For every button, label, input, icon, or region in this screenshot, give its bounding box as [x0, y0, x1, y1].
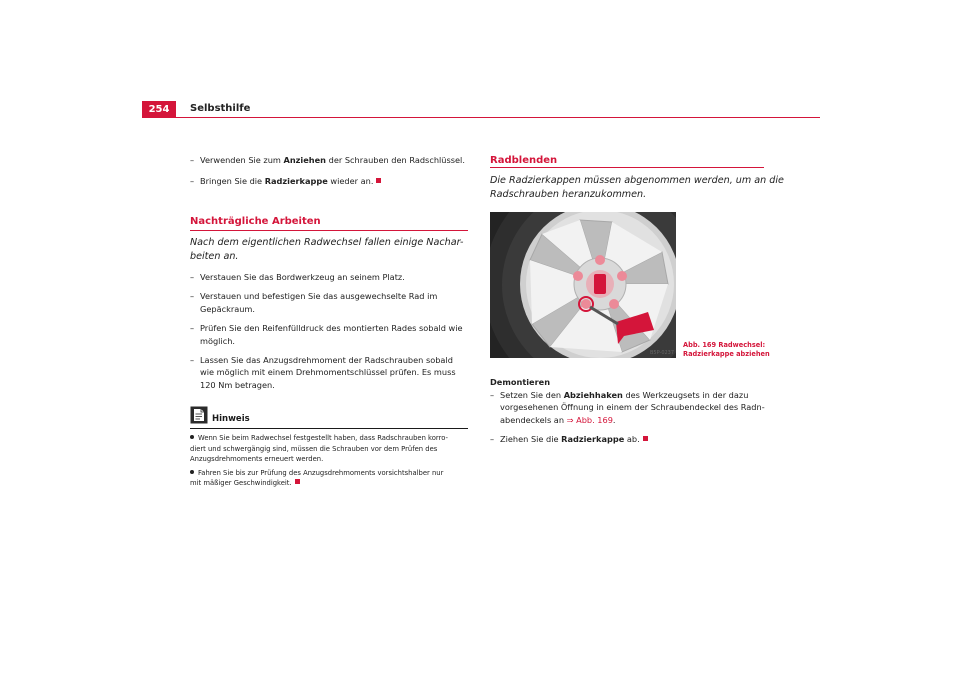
list-item: – Bringen Sie die Radzierkappe wieder an.	[190, 175, 480, 187]
note-box	[190, 406, 480, 489]
figure-code: B5P-0237	[650, 350, 675, 356]
note-bullet: Wenn Sie beim Radwechsel festgestellt haben, dass Radschrauben korro- diert und schwergängig sind, müssen die Schrauben vor dem Prüfen des Anzugsdrehmoments erneuert werden.	[190, 434, 448, 464]
subheading-demontieren: Demontieren	[490, 377, 551, 387]
section-heading: Nachträgliche Arbeiten	[190, 216, 321, 227]
right-list	[490, 389, 790, 446]
list-item: – Ziehen Sie die Radzierkappe ab.	[490, 433, 790, 445]
list-item: – Verwenden Sie zum Anziehen der Schrauben den Radschlüssel.	[190, 155, 465, 165]
figure-caption: Abb. 169 Radwechsel: Radzierkappe abziehen	[683, 341, 770, 358]
list-item: – Lassen Sie das Anzugsdrehmoment der Radschrauben sobald wie möglich mit einem Drehmomentschlüssel prüfen. Es muss 120 Nm betragen.	[190, 355, 456, 390]
list-item: – Setzen Sie den Abziehhaken des Werkzeugsets in der dazu vorgesehenen Öffnung in einem der Schraubendeckel des Radn- abendeckels an ⇒ Abb. 169.	[490, 390, 765, 425]
section-intro: Die Radzierkappen müssen abgenommen werden, um an die Radschrauben heranzukommen.	[490, 175, 784, 200]
section-end-marker	[295, 479, 300, 484]
note-icon	[190, 406, 208, 424]
header-rule	[142, 117, 820, 118]
list-item: – Verstauen und befestigen Sie das ausgewechselte Rad im Gepäckraum.	[190, 291, 438, 314]
left-list	[190, 271, 480, 391]
running-header-title: Selbsthilfe	[190, 103, 251, 114]
note-bullet: Fahren Sie bis zur Prüfung des Anzugsdrehmoments vorsichtshalber nur mit mäßiger Geschwindigkeit.	[190, 468, 444, 488]
note-rule	[190, 428, 468, 429]
figure-wheel-cover	[490, 212, 676, 358]
section-heading: Radblenden	[490, 155, 558, 166]
section-end-marker	[376, 178, 381, 183]
section-intro: Nach dem eigentlichen Radwechsel fallen einige Nachar- beiten an.	[190, 237, 464, 262]
section-rule	[490, 167, 764, 168]
page-number: 254	[142, 101, 176, 118]
left-top-list	[190, 154, 480, 188]
wheel-illustration	[490, 212, 676, 358]
figure-reference-link[interactable]: ⇒ Abb. 169	[566, 414, 613, 425]
section-rule	[190, 230, 468, 231]
note-title: Hinweis	[212, 414, 250, 424]
list-item: – Prüfen Sie den Reifenfülldruck des montierten Rades sobald wie möglich.	[190, 323, 463, 346]
list-item: – Verstauen Sie das Bordwerkzeug an seinem Platz.	[190, 272, 405, 282]
section-end-marker	[643, 436, 648, 441]
